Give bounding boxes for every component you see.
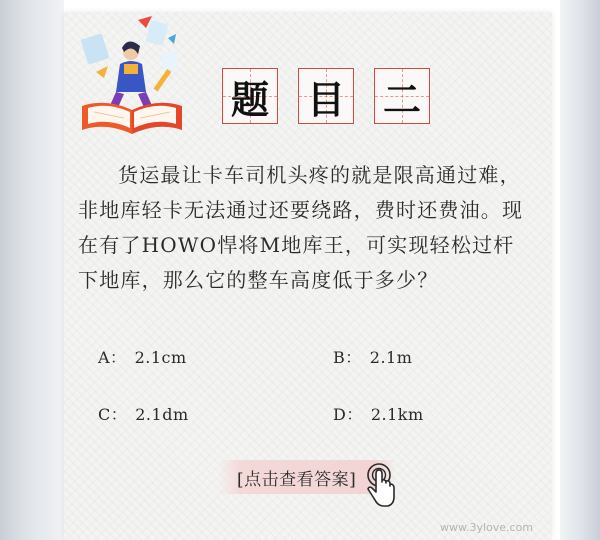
- option-letter: D：: [333, 405, 363, 424]
- option-letter: A：: [98, 348, 127, 367]
- option-value: 2.1cm: [134, 348, 187, 367]
- option-a[interactable]: [98, 345, 187, 368]
- hand-pointer-icon[interactable]: [362, 462, 396, 510]
- show-answer-label: [点击查看答案]: [237, 469, 357, 490]
- option-letter: C：: [98, 405, 128, 424]
- option-value: 2.1km: [370, 405, 424, 424]
- option-value: 2.1dm: [135, 405, 189, 424]
- title-char: 题: [230, 76, 269, 122]
- title-char-box: [298, 68, 354, 124]
- title: [222, 68, 430, 124]
- option-b[interactable]: [333, 345, 412, 368]
- option-c[interactable]: [98, 402, 189, 425]
- title-char: 目: [306, 76, 345, 122]
- background-right-edge: [560, 0, 600, 540]
- title-char-box: [374, 68, 430, 124]
- title-char: 二: [382, 76, 421, 122]
- watermark: www.3ylove.com: [440, 521, 534, 534]
- option-d[interactable]: [333, 402, 424, 425]
- reading-person-icon: [76, 14, 188, 138]
- background-left-edge: [0, 0, 64, 540]
- option-value: 2.1m: [369, 348, 413, 367]
- option-letter: B：: [333, 348, 362, 367]
- title-char-box: [222, 68, 278, 124]
- question-text: 货运最让卡车司机头疼的就是限高通过难，非地库轻卡无法通过还要绕路，费时还费油。现在有了HOWO悍将M地库王，可实现轻松过杆下地库，那么它的整车高度低于多少？: [78, 163, 524, 292]
